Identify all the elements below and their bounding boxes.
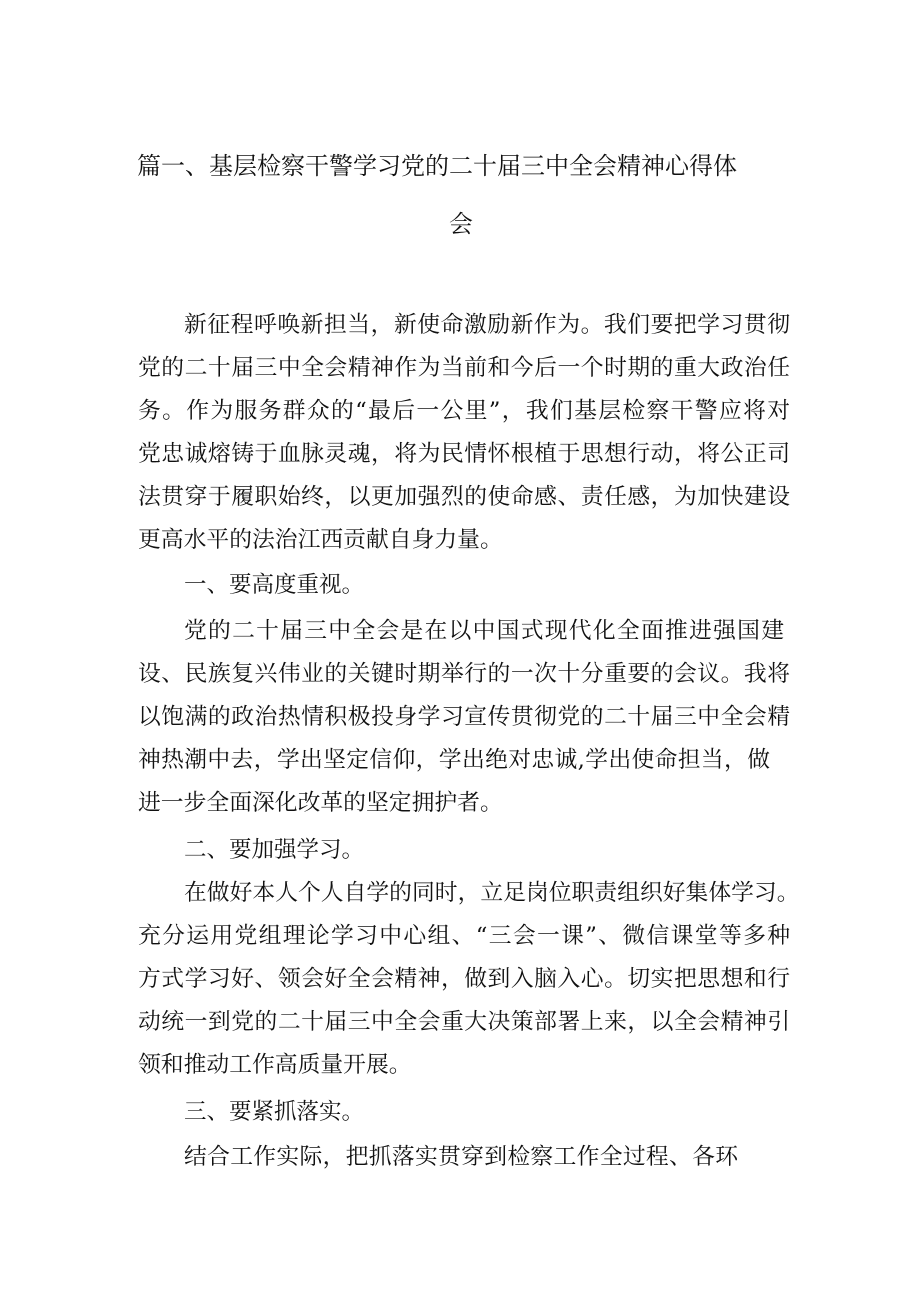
section-heading-2: 二、要加强学习。 xyxy=(184,837,365,863)
paragraph-line: 充分运用党组理论学习中心组、“三会一课”、微信课堂等多种 xyxy=(138,923,790,949)
paragraph-line: 党忠诚熔铸于血脉灵魂，将为民情怀根植于思想行动，将公正司 xyxy=(138,441,790,467)
paragraph-line: 法贯穿于履职始终，以更加强烈的使命感、责任感，为加快建设 xyxy=(138,484,790,510)
paragraph-line: 党的二十届三中全会精神作为当前和今后一个时期的重大政治任 xyxy=(138,355,790,381)
section-heading-1: 一、要高度重视。 xyxy=(184,572,365,598)
paragraph-line: 结合工作实际，把抓落实贯穿到检察工作全过程、各环 xyxy=(184,1144,738,1170)
paragraph-line: 设、民族复兴伟业的关键时期举行的一次十分重要的会议。我将 xyxy=(138,661,790,687)
paragraph-line: 进一步全面深化改革的坚定拥护者。 xyxy=(138,790,503,816)
paragraph-line: 党的二十届三中全会是在以中国式现代化全面推进强国建 xyxy=(184,618,784,644)
paragraph-line: 务。作为服务群众的“最后一公里”，我们基层检察干警应将对 xyxy=(138,398,790,424)
paragraph-line: 动统一到党的二十届三中全会重大决策部署上来，以全会精神引 xyxy=(138,1009,790,1035)
paragraph-line: 在做好本人个人自学的同时，立足岗位职责组织好集体学习。 xyxy=(184,880,800,906)
paragraph-line: 神热潮中去，学出坚定信仰，学出绝对忠诚,学出使命担当，做 xyxy=(138,747,770,773)
paragraph-line: 方式学习好、领会好全会精神，做到入脑入心。切实把思想和行 xyxy=(138,966,790,992)
paragraph-line: 领和推动工作高质量开展。 xyxy=(138,1052,412,1078)
paragraph-line: 新征程呼唤新担当，新使命激励新作为。我们要把学习贯彻 xyxy=(184,312,790,338)
document-title-line-1: 篇一、基层检察干警学习党的二十届三中全会精神心得体 xyxy=(137,152,737,180)
paragraph-line: 更高水平的法治江西贡献自身力量。 xyxy=(138,527,503,553)
paragraph-line: 以饱满的政治热情积极投身学习宣传贯彻党的二十届三中全会精 xyxy=(138,704,790,730)
section-heading-3: 三、要紧抓落实。 xyxy=(184,1099,365,1125)
document-title-line-2: 会 xyxy=(449,210,473,238)
